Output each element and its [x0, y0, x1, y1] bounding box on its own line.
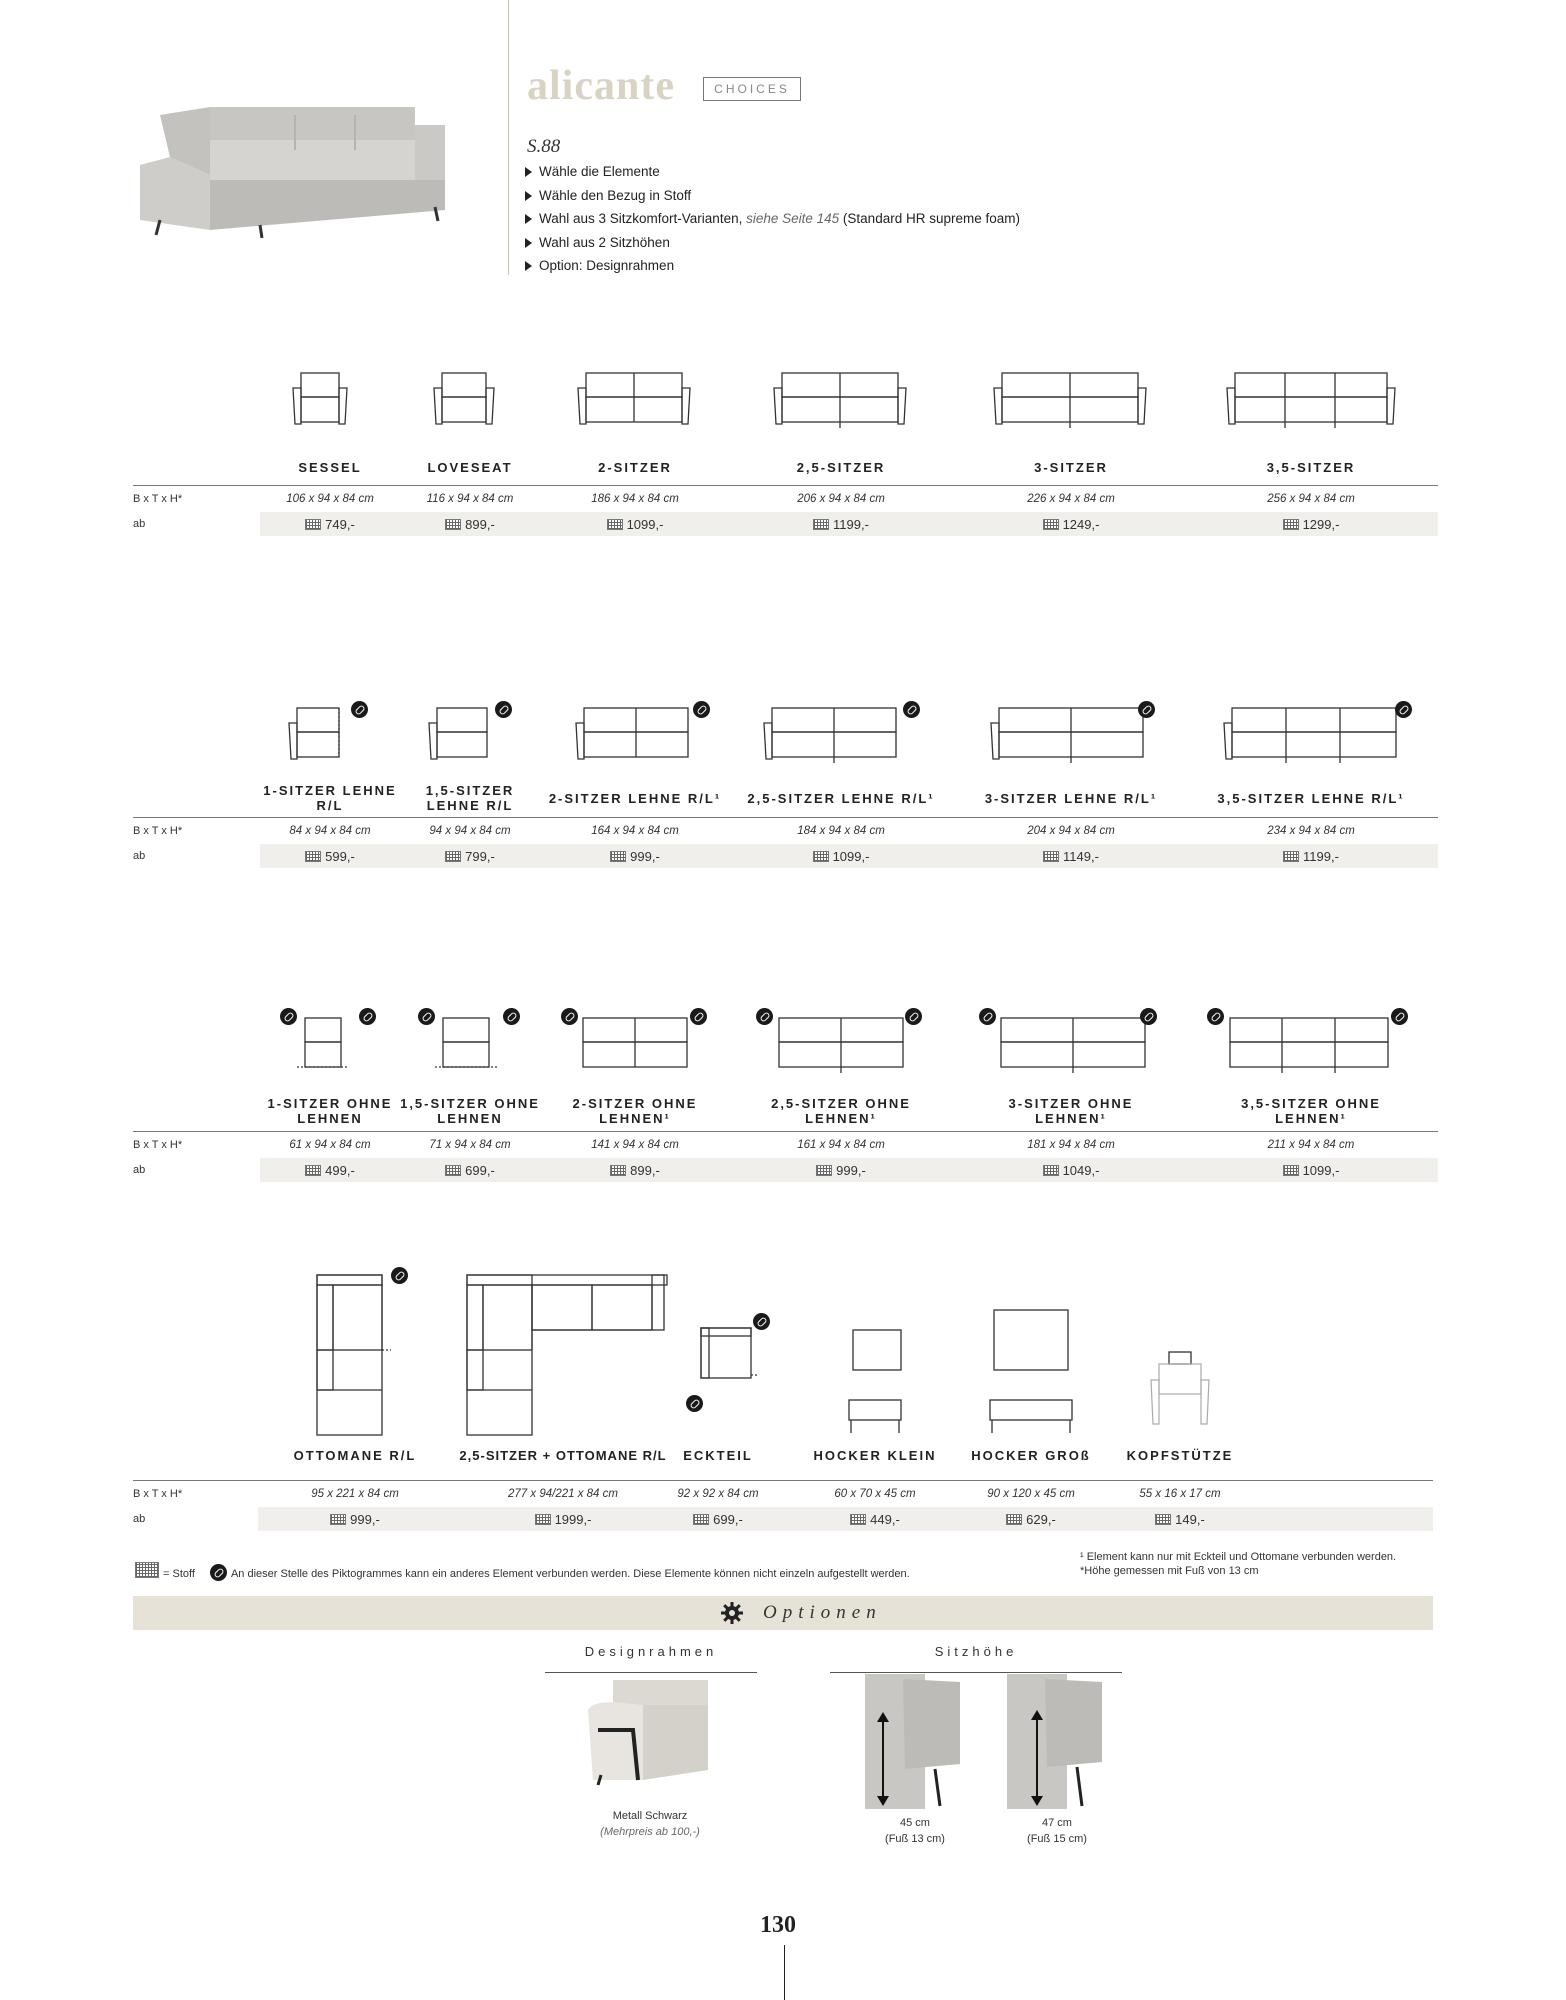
three-half-seater-lehne-pictogram [1218, 705, 1408, 775]
gear-icon [720, 1601, 744, 1625]
dimensions: 116 x 94 x 84 cm [426, 493, 514, 505]
price: 1099,- [751, 849, 931, 864]
one-half-seater-ohne-pictogram [431, 1015, 501, 1085]
designrahmen-photo [583, 1675, 713, 1790]
sessel-pictogram [285, 370, 355, 440]
product-name: SESSEL [298, 460, 362, 475]
section-ohne-lehnen [133, 1003, 1438, 1183]
price: 1999,- [468, 1512, 658, 1527]
product-name: 1,5-SITZER LEHNE R/L [425, 783, 515, 813]
product-name: 3,5-SITZER [1266, 460, 1356, 475]
price: 799,- [400, 849, 540, 864]
footnote: ¹ Element kann nur mit Eckteil und Ottomane verbunden werden. [1080, 1551, 1397, 1563]
price: 999,- [285, 1512, 425, 1527]
fabric-icon [813, 519, 829, 530]
product-name: 3-SITZER OHNE LEHNEN¹ [1008, 1096, 1134, 1126]
fabric-icon [610, 851, 626, 862]
link-icon [903, 701, 920, 718]
fabric-icon [1283, 1165, 1299, 1176]
legend-stoff: = Stoff [163, 1568, 195, 1580]
dimensions: 256 x 94 x 84 cm [1267, 493, 1355, 505]
link-icon [391, 1267, 408, 1284]
fabric-icon [1006, 1514, 1022, 1525]
product-name: 1-SITZER OHNE LEHNEN [267, 1096, 393, 1126]
fabric-icon [445, 519, 461, 530]
fabric-icon [305, 1165, 321, 1176]
two-half-seater-lehne-pictogram [758, 705, 908, 775]
price: 699,- [658, 1512, 778, 1527]
product-name: LOVESEAT [427, 460, 513, 475]
see-page-link[interactable]: siehe Seite 145 [746, 211, 840, 226]
dimensions: 186 x 94 x 84 cm [591, 493, 679, 505]
feature-list [525, 160, 1020, 278]
price-row-label: ab [133, 1513, 146, 1525]
price: 499,- [260, 1163, 400, 1178]
two-half-seater-ottomane-pictogram [463, 1270, 673, 1440]
link-icon [1391, 1008, 1408, 1025]
dimensions: 141 x 94 x 84 cm [591, 1139, 679, 1151]
header-divider [508, 0, 509, 275]
price-row-label: ab [133, 850, 146, 862]
dimensions: 55 x 16 x 17 cm [1139, 1488, 1221, 1500]
fabric-icon [816, 1165, 832, 1176]
three-seater-lehne-pictogram [985, 705, 1155, 775]
fabric-icon [445, 1165, 461, 1176]
section-standard [133, 360, 1438, 540]
dimensions: 92 x 92 x 84 cm [677, 1488, 759, 1500]
product-name: KOPFSTÜTZE [1126, 1448, 1234, 1463]
fabric-icon [850, 1514, 866, 1525]
sitzhoehe-45-foot: (Fuß 13 cm) [885, 1833, 945, 1845]
table-divider [133, 1480, 1433, 1481]
fabric-icon [135, 1562, 159, 1578]
fabric-icon [330, 1514, 346, 1525]
fabric-icon [445, 851, 461, 862]
price: 699,- [400, 1163, 540, 1178]
designrahmen-caption: Metall Schwarz [612, 1810, 688, 1822]
legend [135, 1562, 910, 1581]
fabric-icon [535, 1514, 551, 1525]
two-seater-pictogram [570, 370, 700, 440]
price-row-label: ab [133, 1164, 146, 1176]
price: 1099,- [550, 517, 720, 532]
footnotes [1080, 1550, 1396, 1578]
option-divider [545, 1672, 757, 1673]
link-icon [495, 701, 512, 718]
link-icon [905, 1008, 922, 1025]
dimensions: 94 x 94 x 84 cm [429, 825, 511, 837]
price: 899,- [550, 1163, 720, 1178]
product-name: 3-SITZER [1034, 460, 1108, 475]
product-name: 1,5-SITZER OHNE LEHNEN [400, 1096, 540, 1126]
dimensions: 226 x 94 x 84 cm [1027, 493, 1115, 505]
product-name: 2,5-SITZER LEHNE R/L¹ [747, 791, 935, 806]
feature-item: Option: Designrahmen [525, 254, 1020, 278]
price: 999,- [550, 849, 720, 864]
link-icon [351, 701, 368, 718]
one-seater-ohne-pictogram [293, 1015, 353, 1085]
dims-row-label: B x T x H* [133, 1488, 183, 1500]
price: 999,- [751, 1163, 931, 1178]
two-seater-ohne-pictogram [573, 1015, 698, 1085]
feature-item: Wahl aus 3 Sitzkomfort-Varianten, siehe Seite 145 (Standard HR supreme foam) [525, 207, 1020, 231]
price: 1199,- [751, 517, 931, 532]
three-half-seater-ohne-pictogram [1220, 1015, 1400, 1085]
link-icon [359, 1008, 376, 1025]
three-seater-pictogram [986, 370, 1156, 440]
dimensions: 84 x 94 x 84 cm [289, 825, 371, 837]
fabric-icon [813, 851, 829, 862]
link-icon [753, 1313, 770, 1330]
price-row-label: ab [133, 518, 146, 530]
fabric-icon [1283, 519, 1299, 530]
product-name: HOCKER GROß [971, 1448, 1091, 1463]
feature-item: Wähle den Bezug in Stoff [525, 184, 1020, 208]
fabric-icon [610, 1165, 626, 1176]
product-title: alicante [527, 63, 675, 109]
page-number: 130 [760, 1912, 796, 1938]
dimensions: 61 x 94 x 84 cm [289, 1139, 371, 1151]
page-reference: S.88 [527, 136, 561, 157]
loveseat-pictogram [428, 370, 498, 440]
feature-item: Wähle die Elemente [525, 160, 1020, 184]
product-name: 3-SITZER LEHNE R/L¹ [984, 791, 1158, 806]
footnote: *Höhe gemessen mit Fuß von 13 cm [1080, 1565, 1259, 1577]
product-name: 2,5-SITZER + OTTOMANE R/L [459, 1448, 667, 1463]
price: 1149,- [981, 849, 1161, 864]
link-icon [690, 1008, 707, 1025]
one-half-seater-lehne-pictogram [423, 705, 503, 775]
product-name: HOCKER KLEIN [813, 1448, 937, 1463]
table-divider [133, 817, 1438, 818]
corner-sofa-photo [130, 95, 460, 285]
two-seater-lehne-pictogram [570, 705, 700, 775]
dimensions: 161 x 94 x 84 cm [797, 1139, 885, 1151]
three-seater-ohne-pictogram [991, 1015, 1156, 1085]
product-name: 2,5-SITZER [796, 460, 886, 475]
options-title: Optionen [763, 1602, 882, 1623]
dims-row-label: B x T x H* [133, 825, 183, 837]
fabric-icon [693, 1514, 709, 1525]
price: 599,- [260, 849, 400, 864]
ottomane-pictogram [311, 1270, 391, 1440]
product-name: 2-SITZER [598, 460, 672, 475]
dimensions: 71 x 94 x 84 cm [429, 1139, 511, 1151]
price: 899,- [400, 517, 540, 532]
fabric-icon [305, 519, 321, 530]
product-name: OTTOMANE R/L [293, 1448, 417, 1463]
dims-row-label: B x T x H* [133, 493, 183, 505]
fabric-icon [1283, 851, 1299, 862]
fabric-icon [305, 851, 321, 862]
three-half-seater-pictogram [1219, 370, 1404, 440]
sitzhoehe-47-foot: (Fuß 15 cm) [1027, 1833, 1087, 1845]
price: 1099,- [1221, 1163, 1401, 1178]
sitzhoehe-45-photo [865, 1674, 965, 1814]
dimensions: 60 x 70 x 45 cm [834, 1488, 916, 1500]
sitzhoehe-47-label: 47 cm [1042, 1817, 1072, 1829]
dimensions: 90 x 120 x 45 cm [987, 1488, 1075, 1500]
product-name: 3,5-SITZER LEHNE R/L¹ [1217, 791, 1405, 806]
link-icon [1395, 701, 1412, 718]
price: 1249,- [981, 517, 1161, 532]
link-icon [686, 1395, 703, 1412]
dimensions: 211 x 94 x 84 cm [1267, 1139, 1355, 1151]
price: 1299,- [1221, 517, 1401, 532]
eckteil-pictogram [693, 1320, 758, 1385]
sitzhoehe-47-photo [1007, 1674, 1107, 1814]
fabric-icon [607, 519, 623, 530]
sitzhoehe-45-label: 45 cm [900, 1817, 930, 1829]
price: 629,- [956, 1512, 1106, 1527]
sitzhoehe-heading: Sitzhöhe [934, 1644, 1018, 1659]
dimensions: 95 x 221 x 84 cm [311, 1488, 399, 1500]
fabric-icon [1043, 519, 1059, 530]
product-name: ECKTEIL [683, 1448, 753, 1463]
dimensions: 204 x 94 x 84 cm [1027, 825, 1115, 837]
dimensions: 106 x 94 x 84 cm [286, 493, 374, 505]
fabric-icon [1043, 1165, 1059, 1176]
dimensions: 181 x 94 x 84 cm [1027, 1139, 1115, 1151]
designrahmen-heading: Designrahmen [584, 1644, 718, 1659]
table-divider [133, 1131, 1438, 1132]
product-name: 1-SITZER LEHNE R/L [263, 783, 397, 813]
price: 449,- [800, 1512, 950, 1527]
price: 749,- [260, 517, 400, 532]
fabric-icon [1155, 1514, 1171, 1525]
product-name: 3,5-SITZER OHNE LEHNEN¹ [1241, 1096, 1381, 1126]
designrahmen-price: (Mehrpreis ab 100,-) [600, 1826, 700, 1838]
section-ottomane [133, 1265, 1438, 1535]
choices-badge: CHOICES [703, 77, 801, 101]
legend-link-text: An dieser Stelle des Piktogrammes kann ein anderes Element verbunden werden. Diese Elemente können nicht einzeln aufgestellt werden. [230, 1568, 910, 1580]
fabric-icon [1043, 851, 1059, 862]
dims-row-label: B x T x H* [133, 1139, 183, 1151]
feature-item: Wahl aus 2 Sitzhöhen [525, 231, 1020, 255]
link-icon [693, 701, 710, 718]
link-icon [503, 1008, 520, 1025]
two-half-seater-pictogram [766, 370, 916, 440]
dimensions: 164 x 94 x 84 cm [591, 825, 679, 837]
one-seater-lehne-pictogram [283, 705, 353, 775]
link-icon [1140, 1008, 1157, 1025]
link-icon [1138, 701, 1155, 718]
table-divider [133, 485, 1438, 486]
product-name: 2-SITZER LEHNE R/L¹ [548, 791, 722, 806]
price: 1049,- [981, 1163, 1161, 1178]
dimensions: 184 x 94 x 84 cm [797, 825, 885, 837]
dimensions: 234 x 94 x 84 cm [1267, 825, 1355, 837]
kopfstuetze-pictogram [1145, 1350, 1215, 1440]
product-name: 2,5-SITZER OHNE LEHNEN¹ [771, 1096, 911, 1126]
price: 1199,- [1221, 849, 1401, 864]
dimensions: 206 x 94 x 84 cm [797, 493, 885, 505]
link-icon [210, 1564, 227, 1581]
price: 149,- [1110, 1512, 1250, 1527]
product-name: 2-SITZER OHNE LEHNEN¹ [572, 1096, 698, 1126]
page-marker-line [784, 1945, 785, 2000]
two-half-seater-ohne-pictogram [769, 1015, 914, 1085]
section-lehne [133, 695, 1438, 875]
option-divider [830, 1672, 1122, 1673]
hocker-klein-pictogram [845, 1325, 905, 1445]
hocker-gross-pictogram [986, 1305, 1076, 1445]
dimensions: 277 x 94/221 x 84 cm [508, 1488, 618, 1500]
